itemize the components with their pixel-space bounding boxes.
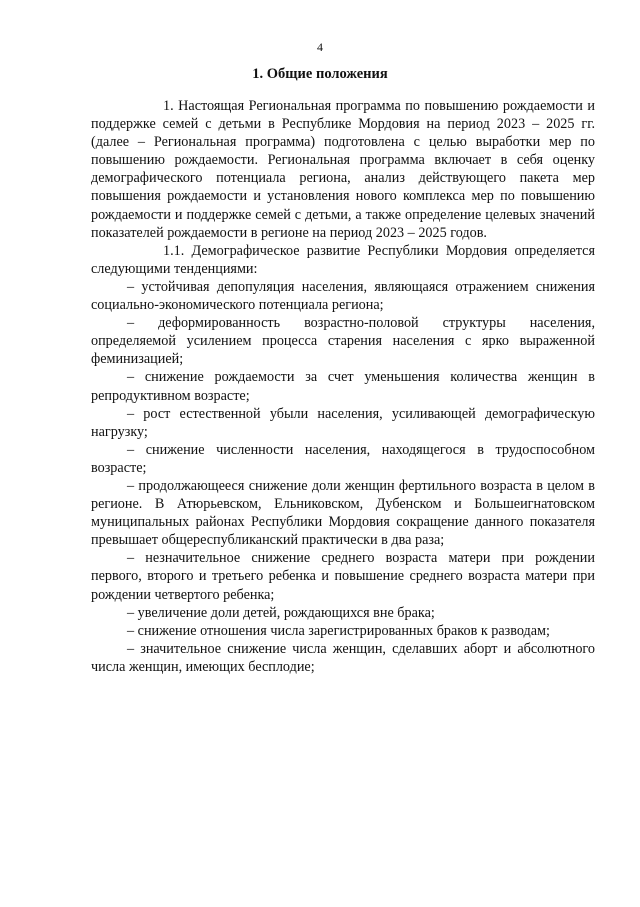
list-item: – снижение отношения числа зарегистрированных браков к разводам;: [127, 622, 550, 639]
paragraph-1: [91, 97, 595, 242]
list-item: – рост естественной убыли населения, усиливающей демографическую нагрузку;: [91, 405, 595, 440]
page-number: 4: [317, 40, 323, 54]
list-item: – снижение рождаемости за счет уменьшения количества женщин в репродуктивном возрасте;: [91, 369, 595, 404]
paragraph-text: Демографическое развитие Республики Мордовия определяется следующими тенденциями:: [91, 242, 595, 277]
list-item: – деформированность возрастно-половой структуры населения, определяемой усилением процесса старения населения с ярко выраженной феминизацией;: [91, 315, 595, 368]
list-item: – увеличение доли детей, рождающихся вне брака;: [127, 604, 435, 621]
section-heading: 1. Общие положения: [252, 66, 388, 82]
paragraph-number: 1.: [163, 98, 174, 114]
list-item: – значительное снижение числа женщин, сделавших аборт и абсолютного числа женщин, имеющих бесплодие;: [91, 640, 595, 675]
list-item: – устойчивая депопуляция населения, являющаяся отражением снижения социально-экономического потенциала региона;: [91, 278, 595, 314]
paragraph-text: Настоящая Региональная программа по повышению рождаемости и поддержке семей с детьми в Республике Мордовия на период 2023 – 2025 гг. (далее – Региональная программа) подготовлена с целью выработки мер по повышению рождаемости. Региональная программа включает в себя оценку демографического потенциала региона, анализ действующего пакета мер повышения рождаемости и установления нового комплекса мер по повышению рождаемости и поддержке семей с детьми, а также определение целевых значений показателей рождаемости в регионе на период 2023 – 2025 годов.: [91, 98, 595, 241]
paragraph-1-1: [91, 242, 595, 278]
paragraph-number: 1.1.: [163, 242, 185, 259]
list-item: – снижение численности населения, находящегося в трудоспособном возрасте;: [91, 441, 595, 476]
list-item: – продолжающееся снижение доли женщин фертильного возраста в целом в регионе. В Атюрьевском, Ельниковском, Дубенском и Большеигнатовском муниципальных районах Республики Мордовия сокращение данного показателя превышает общереспубликанский практически в два раза;: [91, 477, 595, 549]
list-item: – незначительное снижение среднего возраста матери при рождении первого, второго и третьего ребенка и повышение среднего возраста матери при рождении четвертого ребенка;: [91, 550, 595, 603]
document-body: [91, 97, 595, 676]
